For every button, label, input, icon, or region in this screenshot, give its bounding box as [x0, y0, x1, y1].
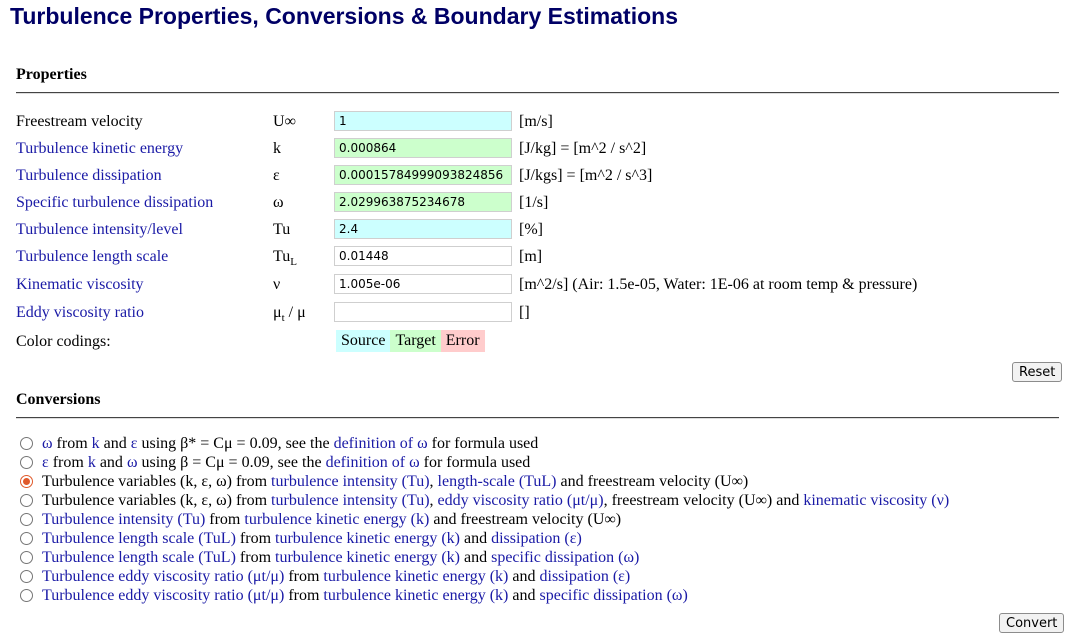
conversion-text-9: [42, 586, 688, 605]
conversion-static-text: from: [235, 549, 276, 566]
conversion-link[interactable]: specific dissipation (ω): [491, 549, 640, 566]
property-input-turbulence-dissipation[interactable]: [334, 165, 512, 185]
conversion-link[interactable]: turbulence kinetic energy (k): [244, 511, 430, 528]
conversion-link[interactable]: ω: [42, 435, 53, 452]
property-unit-freestream-velocity: [m/s]: [519, 113, 553, 130]
conversion-radio-8[interactable]: [20, 570, 33, 583]
property-input-freestream-velocity[interactable]: [334, 111, 512, 131]
property-label-freestream-velocity: Freestream velocity: [16, 113, 143, 130]
property-input-turbulence-intensity-level[interactable]: [334, 219, 512, 239]
conversion-radio-1[interactable]: [20, 437, 33, 450]
property-input-kinematic-viscosity[interactable]: [334, 274, 512, 294]
conversion-static-text: ,: [429, 473, 438, 490]
properties-heading: Properties: [16, 66, 87, 83]
property-unit-specific-turbulence-dissipation: [1/s]: [519, 194, 549, 211]
property-input-eddy-viscosity-ratio[interactable]: [334, 302, 512, 322]
conversion-static-text: from: [235, 530, 276, 547]
conversion-link[interactable]: specific dissipation (ω): [539, 587, 688, 604]
property-label-turbulence-kinetic-energy[interactable]: Turbulence kinetic energy: [16, 140, 184, 157]
conversion-link[interactable]: k: [87, 454, 96, 471]
conversion-link[interactable]: ε: [42, 454, 49, 471]
conversion-static-text: and: [95, 454, 127, 471]
property-label-turbulence-intensity-level[interactable]: Turbulence intensity/level: [16, 221, 183, 238]
property-symbol-kinematic-viscosity: ν: [273, 276, 281, 293]
conversion-text-2: [42, 453, 530, 472]
property-symbol-eddy-viscosity-ratio: $\mu_t$ / μ: [273, 304, 306, 325]
reset-button[interactable]: Reset: [1012, 362, 1062, 382]
conversion-radio-7[interactable]: [20, 551, 33, 564]
property-row-turbulence-dissipation: [0, 165, 1069, 187]
conversion-link[interactable]: length-scale (TuL): [437, 473, 557, 490]
conversion-radio-3[interactable]: [20, 475, 33, 488]
conversion-static-text: Turbulence variables (k, ε, ω) from: [42, 492, 272, 509]
property-symbol-turbulence-intensity-level: Tu: [273, 221, 291, 238]
conversion-link[interactable]: dissipation (ε): [539, 568, 631, 585]
conversion-link[interactable]: definition of ω: [325, 454, 420, 471]
property-row-turbulence-kinetic-energy: [0, 138, 1069, 160]
properties-divider: [16, 92, 1059, 94]
conversion-static-text: Turbulence variables (k, ε, ω) from: [42, 473, 272, 490]
property-unit-eddy-viscosity-ratio: []: [519, 304, 530, 321]
conversion-link[interactable]: eddy viscosity ratio (μt/μ): [437, 492, 604, 509]
property-row-freestream-velocity: [0, 111, 1069, 133]
property-row-specific-turbulence-dissipation: [0, 192, 1069, 214]
conversion-text-4: [42, 491, 949, 510]
conversion-radio-4[interactable]: [20, 494, 33, 507]
conversion-link[interactable]: turbulence kinetic energy (k): [275, 530, 460, 547]
conversion-static-text: and freestream velocity (U∞): [429, 511, 622, 528]
conversion-static-text: using β* = Cμ = 0.09, see the: [137, 435, 334, 452]
property-input-turbulence-length-scale[interactable]: [334, 246, 512, 266]
conversion-static-text: and: [99, 435, 131, 452]
property-row-eddy-viscosity-ratio: [0, 302, 1069, 324]
conversion-text-3: [42, 472, 748, 491]
property-symbol-turbulence-kinetic-energy: k: [273, 140, 281, 157]
color-codings-label: Color codings:: [16, 333, 111, 350]
conversion-static-text: and: [459, 530, 492, 547]
conversion-text-1: [42, 434, 538, 453]
legend-target: Target: [390, 330, 440, 352]
conversion-static-text: from: [52, 435, 92, 452]
conversion-link[interactable]: Turbulence intensity (Tu): [42, 511, 206, 528]
property-unit-turbulence-dissipation: [J/kgs] = [m^2 / s^3]: [519, 167, 653, 184]
property-label-kinematic-viscosity[interactable]: Kinematic viscosity: [16, 276, 144, 293]
conversion-static-text: for formula used: [419, 454, 531, 471]
conversion-link[interactable]: dissipation (ε): [491, 530, 582, 547]
property-input-specific-turbulence-dissipation[interactable]: [334, 192, 512, 212]
conversion-link[interactable]: ω: [126, 454, 138, 471]
conversion-static-text: and: [508, 568, 540, 585]
property-label-turbulence-dissipation[interactable]: Turbulence dissipation: [16, 167, 162, 184]
convert-button[interactable]: Convert: [999, 613, 1064, 633]
conversion-static-text: and: [459, 549, 492, 566]
conversion-text-7: [42, 548, 639, 567]
conversion-link[interactable]: k: [91, 435, 100, 452]
conversion-link[interactable]: Turbulence length scale (TuL): [42, 549, 236, 566]
page-title: Turbulence Properties, Conversions & Boundary Estimations: [10, 3, 678, 29]
conversion-radio-6[interactable]: [20, 532, 33, 545]
property-row-kinematic-viscosity: [0, 274, 1069, 296]
property-row-turbulence-intensity-level: [0, 219, 1069, 241]
conversion-text-8: [42, 567, 630, 586]
conversion-static-text: from: [284, 587, 324, 604]
conversion-link[interactable]: turbulence intensity (Tu): [271, 492, 430, 509]
property-unit-kinematic-viscosity: [m^2/s] (Air: 1.5e-05, Water: 1E-06 at room temp & pressure): [519, 276, 918, 293]
conversion-radio-5[interactable]: [20, 513, 33, 526]
conversion-static-text: using β = Cμ = 0.09, see the: [137, 454, 326, 471]
conversion-text-6: [42, 529, 582, 548]
conversion-static-text: for formula used: [427, 435, 539, 452]
conversion-static-text: from: [284, 568, 324, 585]
conversion-static-text: ,: [429, 492, 438, 509]
conversion-static-text: and freestream velocity (U∞): [556, 473, 749, 490]
conversion-link[interactable]: turbulence kinetic energy (k): [323, 568, 509, 585]
legend-error: Error: [441, 330, 485, 352]
property-row-turbulence-length-scale: [0, 246, 1069, 268]
color-codings-row: [0, 331, 1069, 353]
legend-source: Source: [336, 330, 390, 352]
property-label-specific-turbulence-dissipation[interactable]: Specific turbulence dissipation: [16, 194, 214, 211]
property-label-turbulence-length-scale[interactable]: Turbulence length scale: [16, 248, 169, 265]
conversions-heading: Conversions: [16, 391, 101, 408]
property-unit-turbulence-length-scale: [m]: [519, 248, 543, 265]
property-symbol-specific-turbulence-dissipation: ω: [273, 194, 284, 211]
conversion-link[interactable]: definition of ω: [333, 435, 428, 452]
property-input-turbulence-kinetic-energy[interactable]: [334, 138, 512, 158]
conversion-link[interactable]: turbulence kinetic energy (k): [323, 587, 509, 604]
property-unit-turbulence-kinetic-energy: [J/kg] = [m^2 / s^2]: [519, 140, 647, 157]
conversion-static-text: and: [508, 587, 540, 604]
color-legend: [336, 330, 485, 352]
property-label-eddy-viscosity-ratio[interactable]: Eddy viscosity ratio: [16, 304, 144, 321]
conversion-link[interactable]: Turbulence eddy viscosity ratio (μt/μ): [42, 587, 285, 604]
conversion-link[interactable]: Turbulence length scale (TuL): [42, 530, 236, 547]
conversion-text-5: [42, 510, 621, 529]
conversion-radio-2[interactable]: [20, 456, 33, 469]
conversion-link[interactable]: turbulence kinetic energy (k): [275, 549, 460, 566]
conversion-link[interactable]: turbulence intensity (Tu): [271, 473, 430, 490]
conversion-link[interactable]: Turbulence eddy viscosity ratio (μt/μ): [42, 568, 285, 585]
conversion-radio-9[interactable]: [20, 589, 33, 602]
conversion-static-text: from: [48, 454, 88, 471]
conversions-divider: [16, 417, 1059, 419]
property-unit-turbulence-intensity-level: [%]: [519, 221, 543, 238]
conversion-static-text: from: [205, 511, 245, 528]
property-symbol-turbulence-length-scale: $Tu_L$: [273, 248, 297, 269]
property-symbol-freestream-velocity: U∞: [273, 113, 296, 130]
conversion-link[interactable]: ε: [130, 435, 138, 452]
property-symbol-turbulence-dissipation: ε: [273, 167, 280, 184]
conversion-static-text: , freestream velocity (U∞) and: [603, 492, 804, 509]
conversion-link[interactable]: kinematic viscosity (ν): [803, 492, 950, 509]
